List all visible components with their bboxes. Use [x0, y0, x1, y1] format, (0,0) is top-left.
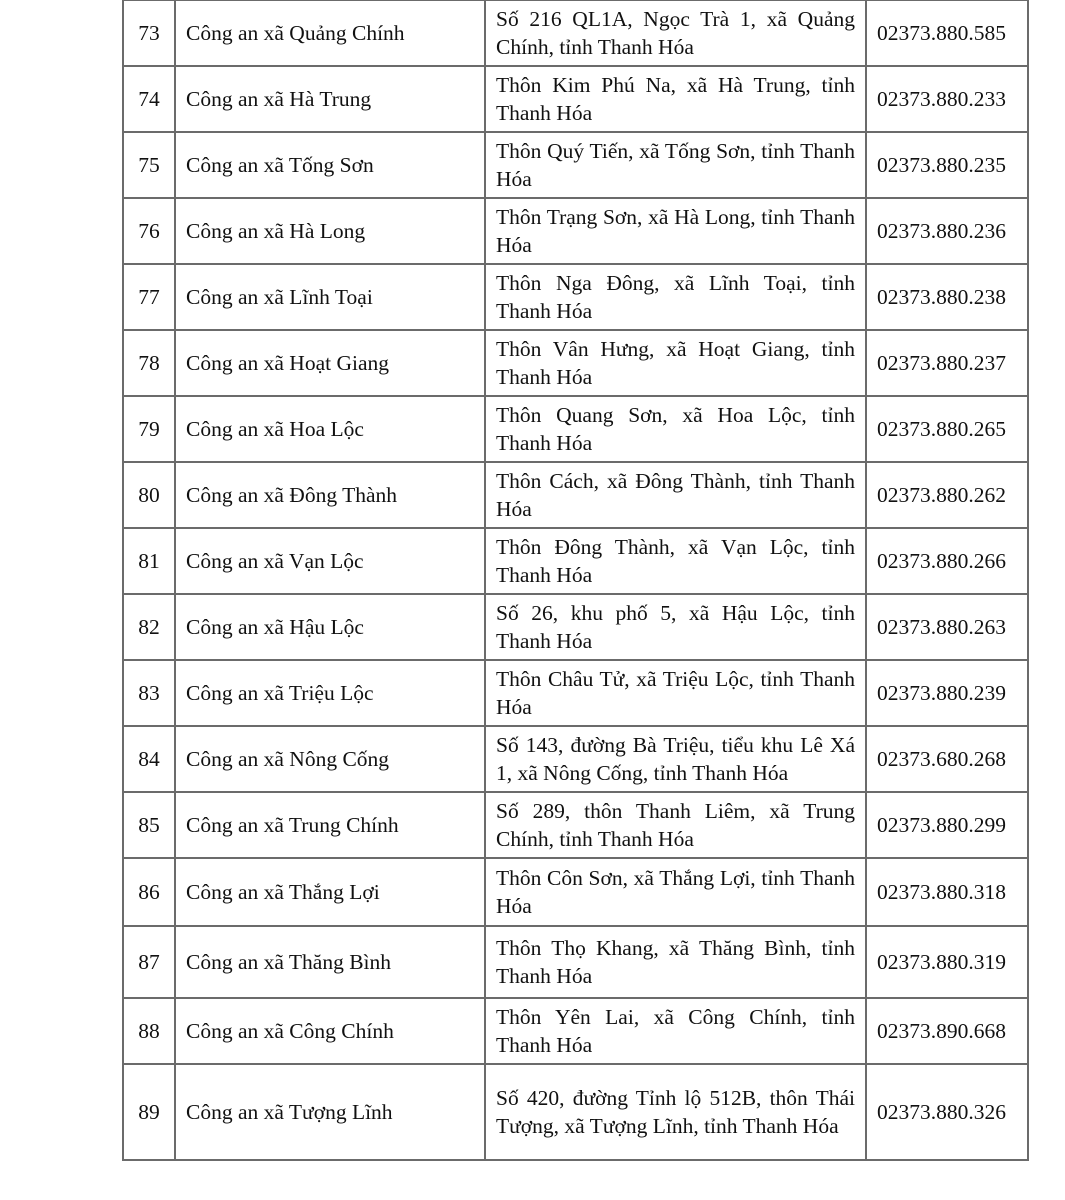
station-address: Số 143, đường Bà Triệu, tiểu khu Lê Xá 1, xã Nông Cống, tỉnh Thanh Hóa	[485, 726, 866, 792]
table-row	[123, 528, 1028, 594]
row-number: 73	[123, 0, 175, 66]
table-row	[123, 198, 1028, 264]
table-row	[123, 330, 1028, 396]
station-name: Công an xã Tống Sơn	[175, 132, 485, 198]
station-address: Số 289, thôn Thanh Liêm, xã Trung Chính, tỉnh Thanh Hóa	[485, 792, 866, 858]
station-name: Công an xã Thắng Lợi	[175, 858, 485, 926]
station-address: Thôn Quý Tiến, xã Tống Sơn, tỉnh Thanh Hóa	[485, 132, 866, 198]
station-name: Công an xã Quảng Chính	[175, 0, 485, 66]
row-number: 81	[123, 528, 175, 594]
station-name: Công an xã Triệu Lộc	[175, 660, 485, 726]
row-number: 83	[123, 660, 175, 726]
station-phone: 02373.880.237	[866, 330, 1028, 396]
station-name: Công an xã Hoa Lộc	[175, 396, 485, 462]
station-address: Thôn Châu Tử, xã Triệu Lộc, tỉnh Thanh Hóa	[485, 660, 866, 726]
row-number: 80	[123, 462, 175, 528]
station-phone: 02373.880.326	[866, 1064, 1028, 1160]
row-number: 75	[123, 132, 175, 198]
station-address: Thôn Kim Phú Na, xã Hà Trung, tỉnh Thanh Hóa	[485, 66, 866, 132]
station-address: Số 216 QL1A, Ngọc Trà 1, xã Quảng Chính, tỉnh Thanh Hóa	[485, 0, 866, 66]
station-name: Công an xã Nông Cống	[175, 726, 485, 792]
station-address: Thôn Quang Sơn, xã Hoa Lộc, tỉnh Thanh Hóa	[485, 396, 866, 462]
row-number: 87	[123, 926, 175, 998]
station-address: Thôn Cách, xã Đông Thành, tỉnh Thanh Hóa	[485, 462, 866, 528]
row-number: 78	[123, 330, 175, 396]
station-phone: 02373.880.319	[866, 926, 1028, 998]
station-address: Thôn Nga Đông, xã Lĩnh Toại, tỉnh Thanh Hóa	[485, 264, 866, 330]
station-address: Thôn Vân Hưng, xã Hoạt Giang, tỉnh Thanh Hóa	[485, 330, 866, 396]
station-phone: 02373.880.262	[866, 462, 1028, 528]
table-row	[123, 998, 1028, 1064]
table-row	[123, 132, 1028, 198]
row-number: 82	[123, 594, 175, 660]
table-row	[123, 264, 1028, 330]
station-phone: 02373.880.299	[866, 792, 1028, 858]
station-phone: 02373.890.668	[866, 998, 1028, 1064]
row-number: 85	[123, 792, 175, 858]
station-name: Công an xã Lĩnh Toại	[175, 264, 485, 330]
station-address: Số 420, đường Tỉnh lộ 512B, thôn Thái Tượng, xã Tượng Lĩnh, tỉnh Thanh Hóa	[485, 1064, 866, 1160]
table-row	[123, 462, 1028, 528]
station-address: Thôn Thọ Khang, xã Thăng Bình, tỉnh Thanh Hóa	[485, 926, 866, 998]
station-name: Công an xã Hoạt Giang	[175, 330, 485, 396]
station-name: Công an xã Công Chính	[175, 998, 485, 1064]
row-number: 77	[123, 264, 175, 330]
station-address: Thôn Đông Thành, xã Vạn Lộc, tỉnh Thanh Hóa	[485, 528, 866, 594]
station-phone: 02373.880.233	[866, 66, 1028, 132]
station-address: Thôn Trạng Sơn, xã Hà Long, tỉnh Thanh Hóa	[485, 198, 866, 264]
row-number: 79	[123, 396, 175, 462]
row-number: 84	[123, 726, 175, 792]
station-phone: 02373.880.236	[866, 198, 1028, 264]
station-name: Công an xã Vạn Lộc	[175, 528, 485, 594]
station-phone: 02373.880.265	[866, 396, 1028, 462]
table-row	[123, 726, 1028, 792]
station-name: Công an xã Trung Chính	[175, 792, 485, 858]
station-name: Công an xã Hậu Lộc	[175, 594, 485, 660]
station-address: Số 26, khu phố 5, xã Hậu Lộc, tỉnh Thanh Hóa	[485, 594, 866, 660]
station-name: Công an xã Hà Long	[175, 198, 485, 264]
table-row	[123, 858, 1028, 926]
table-row	[123, 396, 1028, 462]
row-number: 76	[123, 198, 175, 264]
table-row	[123, 660, 1028, 726]
table-row	[123, 594, 1028, 660]
station-phone: 02373.880.318	[866, 858, 1028, 926]
station-name: Công an xã Hà Trung	[175, 66, 485, 132]
station-phone: 02373.880.238	[866, 264, 1028, 330]
station-name: Công an xã Tượng Lĩnh	[175, 1064, 485, 1160]
police-contact-table	[122, 0, 1029, 1161]
table-row	[123, 0, 1028, 66]
table-body	[123, 0, 1028, 1160]
table-row	[123, 66, 1028, 132]
row-number: 86	[123, 858, 175, 926]
station-phone: 02373.880.585	[866, 0, 1028, 66]
station-phone: 02373.880.263	[866, 594, 1028, 660]
station-phone: 02373.680.268	[866, 726, 1028, 792]
station-phone: 02373.880.239	[866, 660, 1028, 726]
table-row	[123, 1064, 1028, 1160]
row-number: 89	[123, 1064, 175, 1160]
row-number: 88	[123, 998, 175, 1064]
station-address: Thôn Côn Sơn, xã Thắng Lợi, tỉnh Thanh Hóa	[485, 858, 866, 926]
station-name: Công an xã Thăng Bình	[175, 926, 485, 998]
table-row	[123, 926, 1028, 998]
row-number: 74	[123, 66, 175, 132]
station-phone: 02373.880.266	[866, 528, 1028, 594]
station-name: Công an xã Đông Thành	[175, 462, 485, 528]
station-phone: 02373.880.235	[866, 132, 1028, 198]
table-row	[123, 792, 1028, 858]
station-address: Thôn Yên Lai, xã Công Chính, tỉnh Thanh Hóa	[485, 998, 866, 1064]
